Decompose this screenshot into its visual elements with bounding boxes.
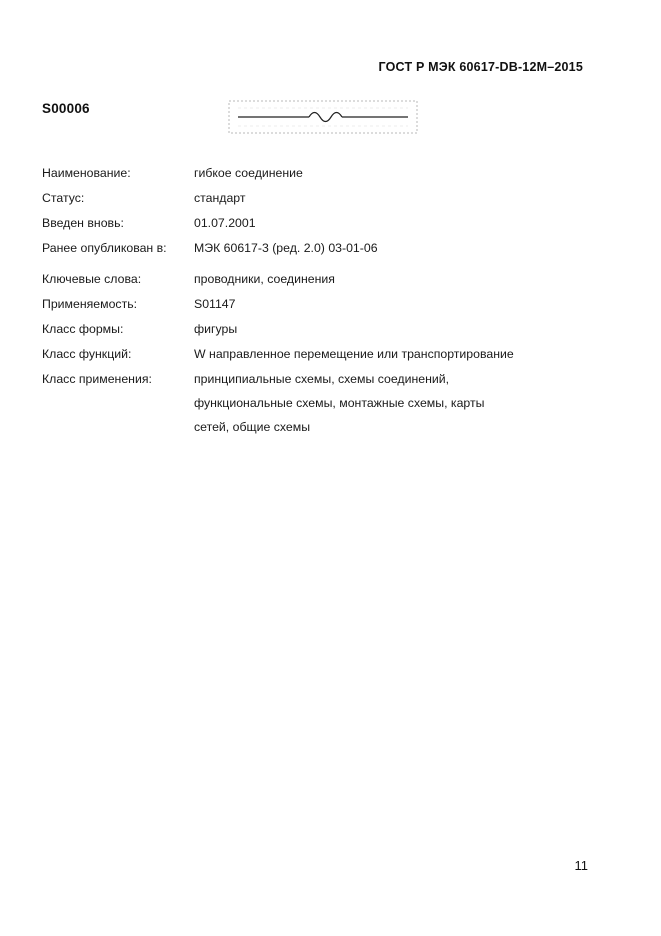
field-value: фигуры [194, 322, 238, 336]
field-label: Применяемость: [42, 297, 138, 311]
symbol-attribute-list [42, 165, 602, 444]
field-row-application-class [42, 371, 602, 435]
field-value-line-3: сетей, общие схемы [194, 420, 311, 434]
field-row [42, 346, 602, 362]
field-row [42, 215, 602, 231]
field-value: МЭК 60617-3 (ред. 2.0) 03-01-06 [194, 241, 378, 255]
flexible-connection-symbol [228, 100, 418, 134]
field-value: 01.07.2001 [194, 216, 256, 230]
symbol-code: S00006 [42, 101, 90, 116]
field-value [194, 371, 484, 435]
field-row [42, 271, 602, 287]
field-label: Класс формы: [42, 322, 124, 336]
field-label: Класс применения: [42, 372, 152, 386]
field-row [42, 321, 602, 337]
field-value: W направленное перемещение или транспортирование [194, 347, 514, 361]
field-label: Статус: [42, 191, 85, 205]
field-value: S01147 [194, 297, 236, 311]
field-label: Наименование: [42, 166, 131, 180]
field-value: проводники, соединения [194, 272, 335, 286]
field-value: стандарт [194, 191, 246, 205]
field-row [42, 165, 602, 181]
field-label: Введен вновь: [42, 216, 124, 230]
field-label: Ранее опубликован в: [42, 241, 167, 255]
field-row [42, 190, 602, 206]
field-row [42, 240, 602, 256]
field-row [42, 296, 602, 312]
field-label: Ключевые слова: [42, 272, 142, 286]
page-number: 11 [574, 858, 588, 873]
field-value: гибкое соединение [194, 166, 303, 180]
field-label: Класс функций: [42, 347, 132, 361]
field-value-line-1: принципиальные схемы, схемы соединений, [194, 372, 450, 386]
field-value-line-2: функциональные схемы, монтажные схемы, карты [194, 396, 485, 410]
standard-header-title: ГОСТ Р МЭК 60617-DB-12M–2015 [378, 60, 583, 74]
